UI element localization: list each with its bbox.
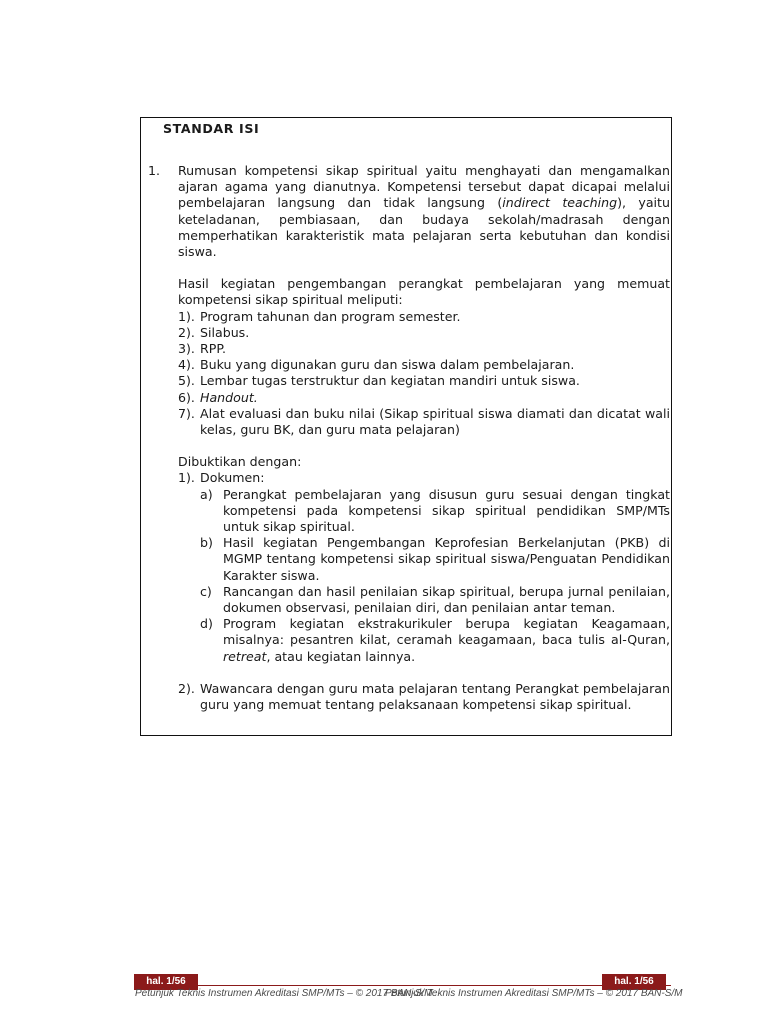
footer-caption: Petunjuk Teknis Instrumen Akreditasi SMP/MTs – © 2017 BAN-S/M bbox=[135, 988, 433, 999]
section-title: STANDAR ISI bbox=[163, 121, 260, 136]
list-item: 1). Program tahunan dan program semester. bbox=[178, 308, 461, 324]
list-item: 6). Handout. bbox=[178, 389, 258, 405]
criterion-number: 1. bbox=[148, 163, 161, 178]
list-item: 3). RPP. bbox=[178, 341, 226, 357]
list-item: 5). Lembar tugas terstruktur dan kegiatan mandiri untuk siswa. bbox=[178, 373, 580, 389]
list-item: 7). Alat evaluasi dan buku nilai (Sikap spiritual siswa diamati dan dicatat wali kelas, guru BK, dan guru mata pelajaran) bbox=[178, 405, 670, 438]
page-number-badge-overlap: hal. 1/56 bbox=[602, 974, 666, 990]
development-results-intro: Hasil kegiatan pengembangan perangkat pembelajaran yang memuat kompetensi sikap spiritual meliputi: bbox=[178, 276, 670, 308]
evidence-intro: Dibuktikan dengan: bbox=[178, 454, 302, 470]
document-content bbox=[148, 121, 670, 713]
criterion-description: Rumusan kompetensi sikap spiritual yaitu menghayati dan mengamalkan ajaran agama yang dianutnya. Kompetensi tersebut dapat dicapai melalui pembelajaran langsung dan tidak langsung (indirect teaching), yaitu keteladanan, pembiasaan, dan budaya sekolah/madrasah dengan memperhatikan karakteristik mata pelajaran serta kebutuhan dan kondisi siswa. bbox=[178, 163, 670, 260]
sub-list-item: d) Program kegiatan ekstrakurikuler berupa kegiatan Keagamaan, misalnya: pesantren kilat, ceramah keagamaan, baca tulis al-Quran, retreat, atau kegiatan lainnya. bbox=[200, 616, 670, 664]
page-number-badge: hal. 1/56 bbox=[134, 974, 198, 990]
sub-list-item: b) Hasil kegiatan Pengembangan Keprofesian Berkelanjutan (PKB) di MGMP tentang kompetensi sikap spiritual siswa/Penguatan Pendidikan Karakter siswa. bbox=[200, 535, 670, 583]
list-item: 4). Buku yang digunakan guru dan siswa dalam pembelajaran. bbox=[178, 357, 575, 373]
development-list bbox=[178, 309, 670, 439]
sub-list-item: a) Perangkat pembelajaran yang disusun guru sesuai dengan tingkat kompetensi pada kompetensi sikap spiritual pendidikan SMP/MTs untuk sikap spiritual. bbox=[200, 486, 670, 535]
evidence-item-interview: 2). Wawancara dengan guru mata pelajaran tentang Perangkat pembelajaran guru yang memuat tentang pelaksanaan kompetensi sikap spiritual. bbox=[178, 680, 670, 713]
evidence-item-documents: 1). Dokumen: bbox=[178, 470, 265, 486]
footer-rule bbox=[136, 985, 671, 986]
sub-list-item: c) Rancangan dan hasil penilaian sikap spiritual, berupa jurnal penilaian, dokumen observasi, penilaian diri, dan penilaian antar teman. bbox=[200, 583, 670, 616]
criterion-item-1 bbox=[148, 163, 670, 713]
list-item: 2). Silabus. bbox=[178, 324, 250, 340]
footer-caption-overlap: Petunjuk Teknis Instrumen Akreditasi SMP/MTs – © 2017 BAN-S/M bbox=[385, 988, 683, 999]
